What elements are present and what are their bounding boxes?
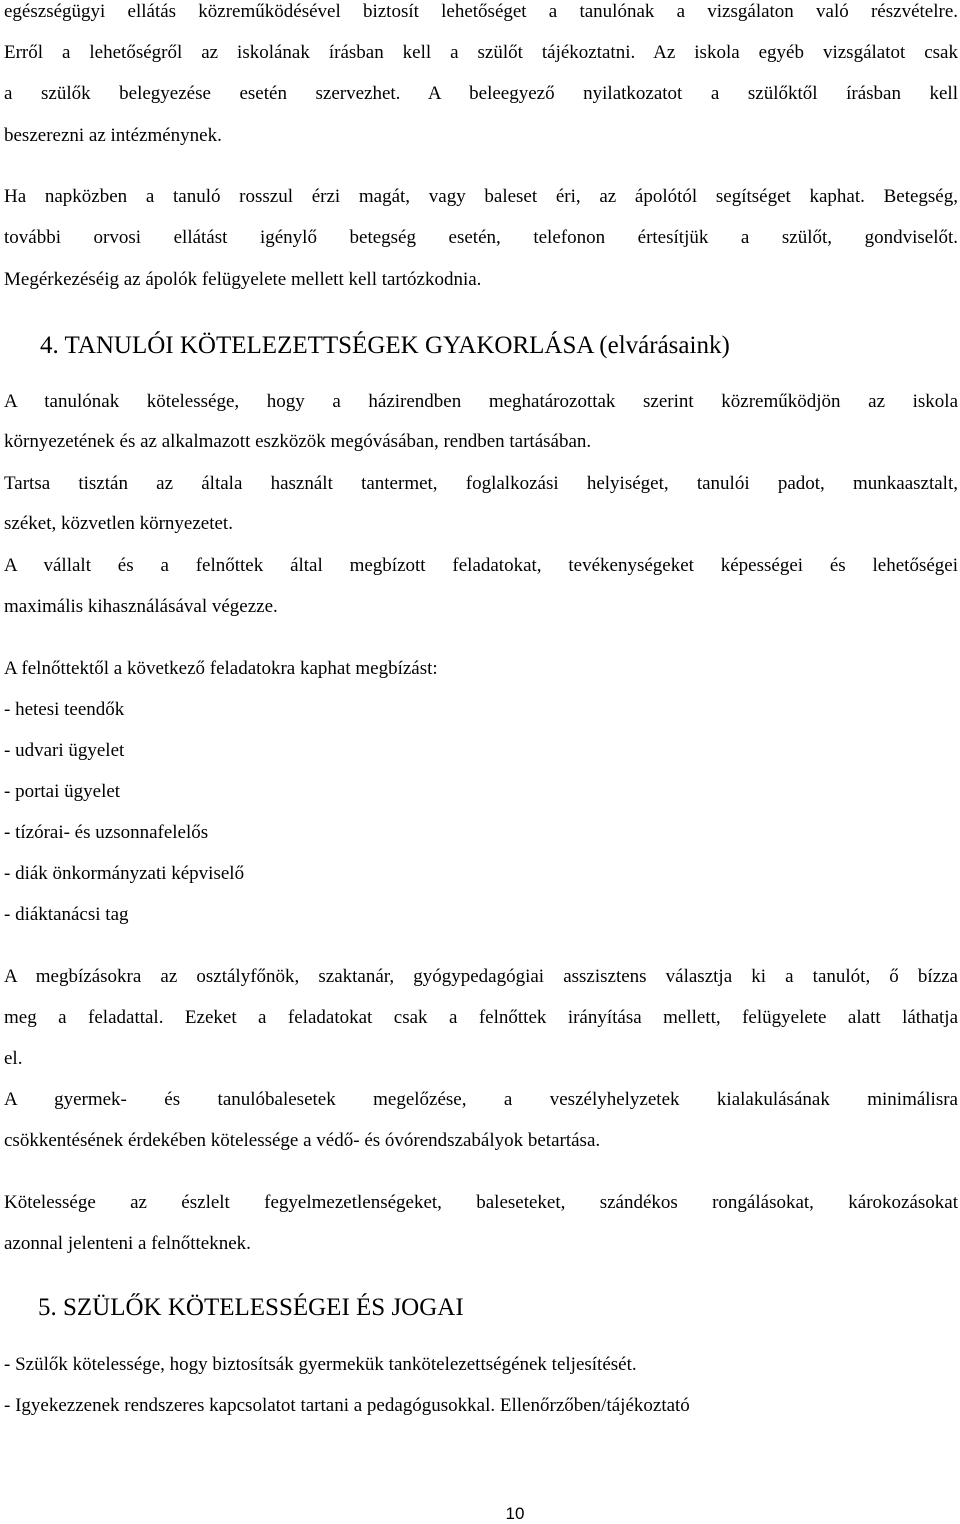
list-item: - Igyekezzenek rendszeres kapcsolatot tartani a pedagógusokkal. Ellenőrzőben/tájékoztató [4,1395,690,1416]
paragraph-line: A vállalt és a felnőttek által megbízott feladatokat, tevékenységeket képességei és lehetőségei [4,555,958,576]
paragraph-line: el. [4,1048,23,1069]
paragraph-line: egészségügyi ellátás közreműködésével biztosít lehetőséget a tanulónak a vizsgálaton való részvételre. [4,1,958,22]
paragraph-line: beszerezni az intézménynek. [4,125,222,146]
paragraph-line: A megbízásokra az osztályfőnök, szaktanár, gyógypedagógiai asszisztens választja ki a tanulót, ő bízza [4,966,958,987]
paragraph-line: A tanulónak kötelessége, hogy a házirendben meghatározottak szerint közreműködjön az iskola [4,391,958,412]
paragraph-line: a szülők belegyezése esetén szervezhet. A beleegyező nyilatkozatot a szülőktől írásban kell [4,83,958,104]
paragraph-line: Tartsa tisztán az általa használt tantermet, foglalkozási helyiséget, tanulói padot, munkaasztalt, [4,473,958,494]
paragraph-line: Kötelessége az észlelt fegyelmezetlenségeket, baleseteket, szándékos rongálásokat, károkozásokat [4,1192,958,1213]
section-heading-4: 4. TANULÓI KÖTELEZETTSÉGEK GYAKORLÁSA (elvárásaink) [40,332,730,359]
list-item: - hetesi teendők [4,699,125,720]
paragraph-line: maximális kihasználásával végezze. [4,596,278,617]
list-item: - tízórai- és uzsonnafelelős [4,822,209,843]
paragraph-line: Ha napközben a tanuló rosszul érzi magát, vagy baleset éri, az ápolótól segítséget kaphat. Betegség, [4,186,958,207]
paragraph-line: környezetének és az alkalmazott eszközök megóvásában, rendben tartásában. [4,431,592,452]
section-heading-5: 5. SZÜLŐK KÖTELESSÉGEI ÉS JOGAI [38,1294,464,1321]
list-item: - diáktanácsi tag [4,904,129,925]
list-item: - Szülők kötelessége, hogy biztosítsák gyermekük tankötelezettségének teljesítését. [4,1354,637,1375]
paragraph-line: meg a feladattal. Ezeket a feladatokat csak a felnőttek irányítása mellett, felügyelete alatt láthatja [4,1007,958,1028]
list-intro: A felnőttektől a következő feladatokra kaphat megbízást: [4,658,438,679]
paragraph-line: A gyermek- és tanulóbalesetek megelőzése, a veszélyhelyzetek kialakulásának minimálisra [4,1089,958,1110]
paragraph-line: széket, közvetlen környezetet. [4,513,233,534]
page-number: 10 [505,1504,525,1523]
paragraph-line: Erről a lehetőségről az iskolának írásban kell a szülőt tájékoztatni. Az iskola egyéb vizsgálatot csak [4,42,958,63]
paragraph-line: további orvosi ellátást igénylő betegség esetén, telefonon értesítjük a szülőt, gondviselőt. [4,227,958,248]
paragraph-line: azonnal jelenteni a felnőtteknek. [4,1233,251,1254]
list-item: - portai ügyelet [4,781,121,802]
paragraph-line: csökkentésének érdekében kötelessége a védő- és óvórendszabályok betartása. [4,1130,601,1151]
paragraph-line: Megérkezéséig az ápolók felügyelete mellett kell tartózkodnia. [4,269,482,290]
list-item: - diák önkormányzati képviselő [4,863,245,884]
list-item: - udvari ügyelet [4,740,125,761]
